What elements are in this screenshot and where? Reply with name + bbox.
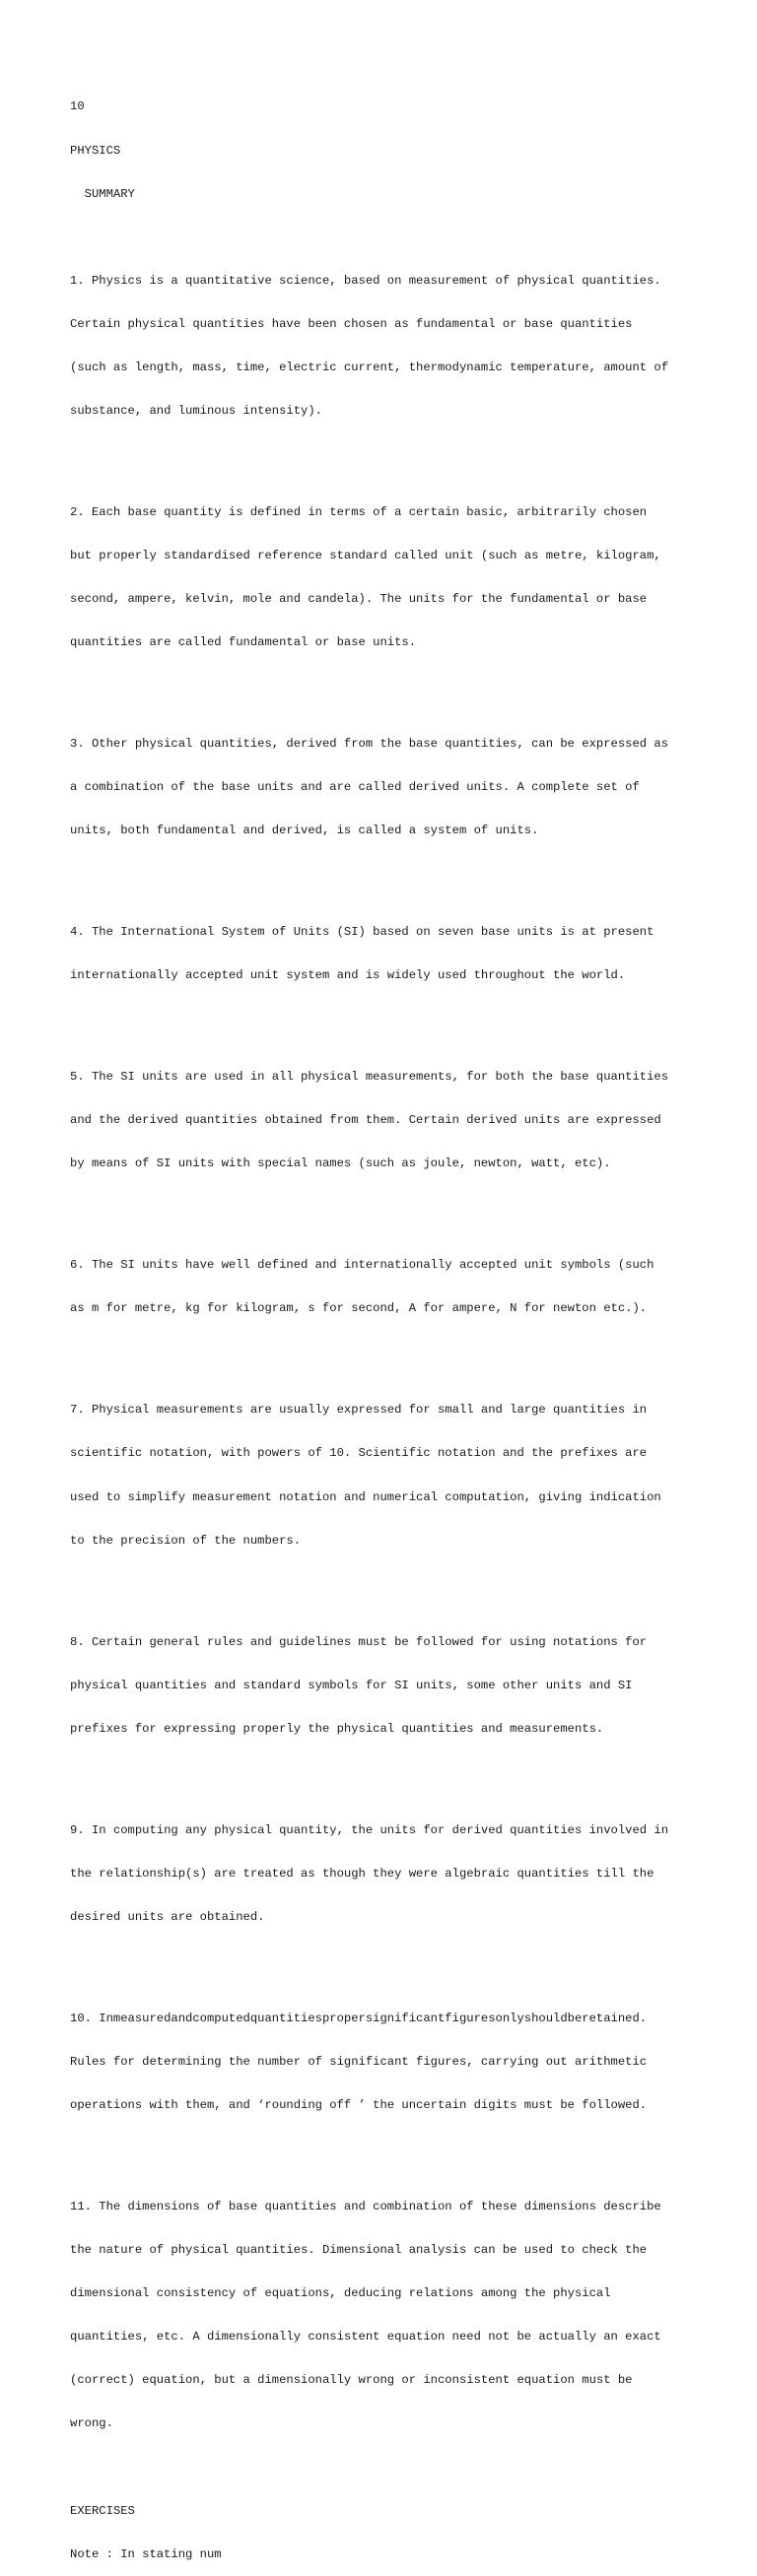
summary-line: second, ampere, kelvin, mole and candela). The units for the fundamental or base <box>70 592 648 607</box>
document-page <box>70 71 750 2576</box>
summary-line: 10. Inmeasuredandcomputedquantitiespropersignificantfiguresonlyshouldberetained. <box>70 2011 648 2025</box>
page-number: 10 <box>70 99 85 114</box>
summary-line: 8. Certain general rules and guidelines must be followed for using notations for <box>70 1634 648 1649</box>
summary-point-5 <box>70 1041 750 1201</box>
summary-line: units, both fundamental and derived, is called a system of units. <box>70 824 539 838</box>
summary-line: substance, and luminous intensity). <box>70 404 322 419</box>
summary-line: quantities are called fundamental or base units. <box>70 635 417 650</box>
summary-line: prefixes for expressing properly the physical quantities and measurements. <box>70 1721 604 1736</box>
summary-line: 6. The SI units have well defined and internationally accepted unit symbols (such <box>70 1258 654 1273</box>
summary-point-11 <box>70 2170 750 2460</box>
summary-line: desired units are obtained. <box>70 1909 265 1924</box>
summary-line: physical quantities and standard symbols for SI units, some other units and SI <box>70 1678 633 1692</box>
summary-line: and the derived quantities obtained from them. Certain derived units are expressed <box>70 1113 661 1128</box>
summary-line: 2. Each base quantity is defined in terms of a certain basic, arbitrarily chosen <box>70 504 648 519</box>
summary-line: used to simplify measurement notation and numerical computation, giving indication <box>70 1489 661 1504</box>
summary-point-7 <box>70 1374 750 1577</box>
summary-line: a combination of the base units and are called derived units. A complete set of <box>70 780 640 795</box>
summary-point-9 <box>70 1794 750 1953</box>
summary-line: the nature of physical quantities. Dimensional analysis can be used to check the <box>70 2242 648 2257</box>
summary-line: Certain physical quantities have been chosen as fundamental or base quantities <box>70 316 633 331</box>
summary-line: (such as length, mass, time, electric current, thermodynamic temperature, amount of <box>70 360 669 374</box>
summary-line: 9. In computing any physical quantity, the units for derived quantities involved in <box>70 1822 669 1837</box>
summary-line: (correct) equation, but a dimensionally wrong or inconsistent equation must be <box>70 2373 633 2388</box>
summary-line: 7. Physical measurements are usually expressed for small and large quantities in <box>70 1403 648 1418</box>
summary-line: scientific notation, with powers of 10. Scientific notation and the prefixes are <box>70 1446 648 1461</box>
summary-line: dimensional consistency of equations, deducing relations among the physical <box>70 2286 611 2301</box>
summary-line: as m for metre, kg for kilogram, s for second, A for ampere, N for newton etc.). <box>70 1301 648 1316</box>
summary-line: by means of SI units with special names (such as joule, newton, watt, etc). <box>70 1156 611 1171</box>
summary-point-6 <box>70 1229 750 1346</box>
summary-point-3 <box>70 708 750 868</box>
summary-line: quantities, etc. A dimensionally consistent equation need not be actually an exact <box>70 2330 661 2345</box>
summary-line: 3. Other physical quantities, derived from the base quantities, can be expressed as <box>70 737 669 752</box>
summary-line: the relationship(s) are treated as though they were algebraic quantities till the <box>70 1866 654 1881</box>
summary-line: to the precision of the numbers. <box>70 1533 302 1548</box>
summary-line: but properly standardised reference standard called unit (such as metre, kilogram, <box>70 549 661 563</box>
summary-line: 5. The SI units are used in all physical measurements, for both the base quantities <box>70 1070 669 1085</box>
summary-line: operations with them, and ‘rounding off ’ the uncertain digits must be followed. <box>70 2097 648 2112</box>
summary-point-4 <box>70 896 750 1013</box>
running-header: PHYSICS <box>70 143 121 158</box>
summary-line: 1. Physics is a quantitative science, based on measurement of physical quantities. <box>70 273 661 288</box>
summary-point-8 <box>70 1606 750 1765</box>
summary-line: Rules for determining the number of significant figures, carrying out arithmetic <box>70 2054 648 2069</box>
exercises-heading: EXERCISES <box>70 2503 135 2518</box>
summary-line: wrong. <box>70 2416 113 2431</box>
summary-line: 4. The International System of Units (SI) based on seven base units is at present <box>70 925 654 940</box>
summary-point-1 <box>70 244 750 447</box>
summary-line: internationally accepted unit system and is widely used throughout the world. <box>70 968 626 983</box>
section-title: SUMMARY <box>70 186 135 201</box>
summary-line: 11. The dimensions of base quantities and combination of these dimensions describe <box>70 2199 661 2213</box>
exercises-note: Note : In stating num <box>70 2546 222 2561</box>
summary-point-10 <box>70 1982 750 2142</box>
summary-point-2 <box>70 477 750 680</box>
